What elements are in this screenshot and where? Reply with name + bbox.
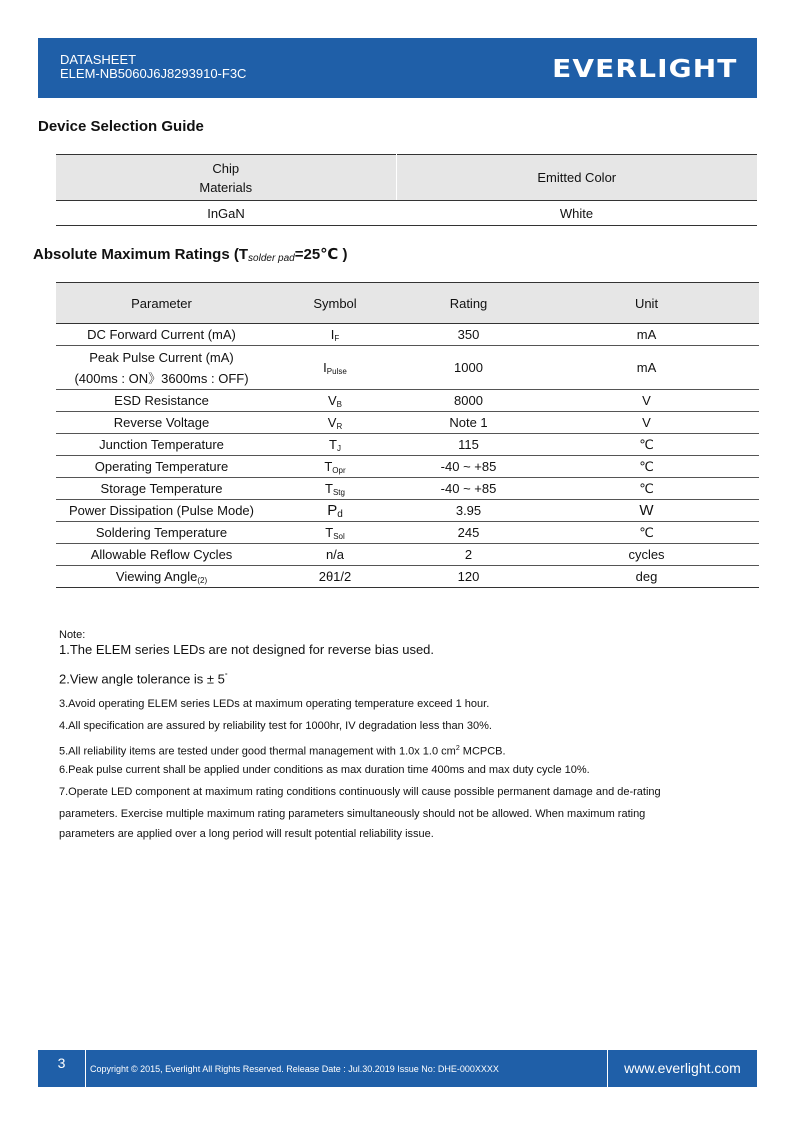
col-emitted-color: Emitted Color [396,155,757,201]
notes-title: Note: [59,629,86,641]
header-doc-info [60,53,246,81]
cell-param: Power Dissipation (Pulse Mode) [56,500,267,522]
note-7-line-1: 7.Operate LED component at maximum rating conditions continuously will cause possible permanent damage and de-rating [59,786,661,798]
note-1: 1.The ELEM series LEDs are not designed for reverse bias used. [59,642,435,657]
cell-param: Allowable Reflow Cycles [56,544,267,566]
cell-symbol: $V_B$ [267,390,403,412]
cell-rating: 120 [457,569,480,584]
cell-rating: 1000 [403,346,534,390]
cell-param: DC Forward Current (mA) [56,324,267,346]
cell-param: ESD Resistance [56,390,267,412]
table-row [56,346,759,390]
cell-param: Junction Temperature [56,434,267,456]
cell-unit: cycles [534,544,759,566]
cell-symbol: $P_d$ [267,500,403,522]
cell-unit: V [534,412,759,434]
table-row [56,201,757,226]
cell-symbol: $T_{Opr}$ [267,456,403,478]
cell-symbol: $V_R$ [267,412,403,434]
note-7-line-2: parameters. Exercise multiple maximum rating parameters simultaneously should not be allowed. When maximum rating [59,808,646,820]
header-part-number: ELEM-NB5060J6J8293910-F3C [60,66,247,81]
ratings-table [56,282,759,588]
table-row [56,434,759,456]
table-row [56,478,759,500]
cell-symbol: $T_{Sol}$ [267,522,403,544]
cell-rating: 3.95 [403,500,534,522]
header-label: DATASHEET [60,52,137,67]
note-2: 2.View angle tolerance is ± 5° [59,671,228,687]
cell-symbol: n/a [267,544,403,566]
col-symbol: Symbol [267,283,403,324]
table-row [56,500,759,522]
ratings-title [33,245,348,264]
col-chip: Chip [212,160,240,176]
cell-unit: V [534,390,759,412]
cell-unit: mA [534,324,759,346]
table-row [56,456,759,478]
table-row [56,566,759,588]
device-selection-title: Device Selection Guide [38,118,204,135]
col-unit: Unit [534,283,759,324]
cell-rating: -40 ~ +85 [403,456,534,478]
cell-rating: 2 [403,544,534,566]
cell-color: White [559,205,594,221]
everlight-logo: EVERLIGHT [551,54,737,83]
cell-rating: 245 [403,522,534,544]
table-row [56,522,759,544]
cell-rating: 350 [403,324,534,346]
device-selection-table [56,154,757,226]
cell-symbol: $T_J$ [267,434,403,456]
cell-unit: ℃ [534,522,759,544]
cell-param: Storage Temperature [56,478,267,500]
cell-unit: W [534,500,759,522]
cell-symbol: $I_{Pulse}$ [267,346,403,390]
cell-symbol: 2θ1/2 [318,569,352,584]
note-4: 4.All specification are assured by reliability test for 1000hr, IV degradation less than 30%. [59,720,492,732]
ratings-title-main: Absolute Maximum Ratings (T [33,246,249,263]
cell-rating: -40 ~ +85 [403,478,534,500]
cell-param: Soldering Temperature [56,522,267,544]
cell-param: Peak Pulse Current (mA) (400ms : ON》3600ms : OFF) [56,346,267,390]
copyright-text: Copyright © 2015, Everlight All Rights Reserved. Release Date : Jul.30.2019 Issue No: DHE-000XXXX [90,1064,499,1074]
ratings-title-sub: solder pad [248,253,295,264]
cell-unit: mA [534,346,759,390]
website-link[interactable]: www.everlight.com [607,1050,757,1087]
notes-section [59,629,739,840]
table-row [56,390,759,412]
cell-param: Operating Temperature [56,456,267,478]
table-row [56,412,759,434]
page-number: 3 [38,1050,86,1087]
cell-unit: ℃ [534,456,759,478]
col-parameter: Parameter [56,283,267,324]
cell-symbol: $T_{Stg}$ [267,478,403,500]
note-6: 6.Peak pulse current shall be applied under conditions as max duration time 400ms and max duty cycle 10%. [59,764,590,776]
cell-rating: 8000 [403,390,534,412]
note-7-line-3: parameters are applied over a long period will result potential reliability issue. [59,828,434,840]
table-row [56,324,759,346]
note-5: 5.All reliability items are tested under good thermal management with 1.0x 1.0 $cm^2$ MCPCB. [59,745,506,758]
note-3: 3.Avoid operating ELEM series LEDs at maximum operating temperature exceed 1 hour. [59,698,490,710]
table-header-row [56,155,757,201]
cell-rating: Note 1 [403,412,534,434]
cell-param: Viewing Angle(2) [115,568,208,585]
cell-param: Reverse Voltage [56,412,267,434]
cell-symbol: $I_F$ [267,324,403,346]
page-header [38,38,757,98]
cell-unit: ℃ [534,434,759,456]
col-chip-materials [56,155,396,201]
cell-unit: ℃ [534,478,759,500]
col-rating: Rating [403,283,534,324]
table-row [56,544,759,566]
ratings-title-end: =25℃ ) [294,246,348,263]
cell-material: InGaN [207,205,245,221]
cell-unit: deg [635,569,658,584]
col-materials: Materials [199,179,253,195]
cell-rating: 115 [403,434,534,456]
page-footer [38,1050,757,1087]
table-header-row [56,283,759,324]
